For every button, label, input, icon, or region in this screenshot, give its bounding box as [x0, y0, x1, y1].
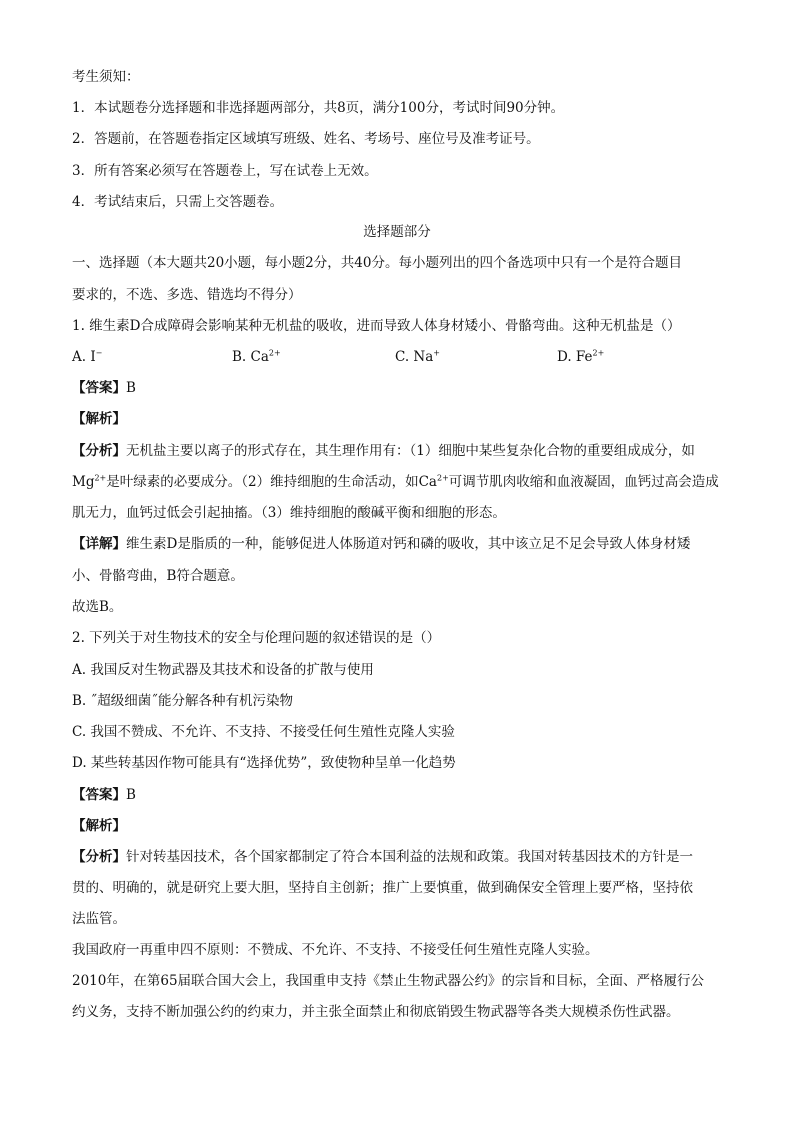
q1-detail-line-1: 【详解】维生素D是脂质的一种，能够促进人体肠道对钙和磷的吸收，其中该立足不足会导致人体身材矮 [72, 536, 691, 552]
section-heading-line-2: 要求的，不选、多选、错选均不得分） [72, 287, 302, 303]
q2-paragraph-2: 我国政府一再重申四不原则：不赞成、不允许、不支持、不接受任何生殖性克隆人实验。 [72, 942, 599, 958]
q2-analysis-tag: 【解析】 [72, 818, 126, 834]
q1-option-d: D. $Fe^{2+}$ [557, 348, 605, 365]
q1-option-a: A. I− [72, 348, 103, 365]
q1-fenxi-line-1: 【分析】无机盐主要以离子的形式存在，其生理作用有：（1）细胞中某些复杂化合物的重要组成成分，如 [72, 443, 695, 459]
q1-stem: 1. 维生素D合成障碍会影响某种无机盐的吸收，进而导致人体身材矮小、骨骼弯曲。这种无机盐是（） [72, 318, 681, 334]
q1-analysis-tag: 【解析】 [72, 411, 126, 427]
q2-option-a: A. 我国反对生物武器及其技术和设备的扩散与使用 [72, 662, 374, 678]
section-heading-line-1: 一、选择题（本大题共20小题，每小题2分，共40分。每小题列出的四个备选项中只有一个是符合题目 [72, 255, 682, 271]
notice-item-4: 4．考试结束后，只需上交答题卷。 [72, 194, 284, 210]
q2-fenxi-line-3: 法监管。 [72, 911, 126, 927]
q2-fenxi-line-1: 【分析】针对转基因技术，各个国家都制定了符合本国利益的法规和政策。我国对转基因技术的方针是一 [72, 849, 693, 865]
notice-item-2: 2．答题前，在答题卷指定区域填写班级、姓名、考场号、座位号及准考证号。 [72, 131, 540, 147]
q1-fenxi-line-3: 肌无力，血钙过低会引起抽搐。（3）维持细胞的酸碱平衡和细胞的形态。 [72, 505, 506, 521]
notice-title: 考生须知： [72, 69, 140, 85]
q1-answer: 【答案】B [72, 380, 136, 396]
notice-item-1: 1．本试题卷分选择题和非选择题两部分，共8页，满分100分，考试时间90分钟。 [72, 100, 565, 116]
q2-option-d: D. 某些转基因作物可能具有“选择优势”，致使物种呈单一化趋势 [72, 755, 456, 771]
q2-stem: 2. 下列关于对生物技术的安全与伦理问题的叙述错误的是（） [72, 630, 441, 646]
q2-fenxi-line-2: 贯的、明确的，就是研究上要大胆，坚持自主创新；推广上要慎重，做到确保安全管理上要严格，坚持依 [72, 880, 693, 896]
q2-paragraph-3-line-2: 约义务，支持不断加强公约的约束力，并主张全面禁止和彻底销毁生物武器等各类大规模杀伤性武器。 [72, 1004, 680, 1020]
q2-paragraph-3-line-1: 2010年，在第65届联合国大会上，我国重申支持《禁止生物武器公约》的宗旨和目标，全面、严格履行公 [72, 973, 705, 989]
section-title: 选择题部分 [363, 224, 431, 240]
notice-item-3: 3．所有答案必须写在答题卷上，写在试卷上无效。 [72, 163, 378, 179]
q2-answer: 【答案】B [72, 787, 136, 803]
q1-option-b: B. $Ca^{2+}$ [232, 348, 281, 365]
q1-option-c: C. Na+ [395, 348, 440, 365]
q2-option-c: C. 我国不赞成、不允许、不支持、不接受任何生殖性克隆人实验 [72, 724, 455, 740]
q1-conclusion: 故选B。 [72, 599, 123, 615]
q2-option-b: B. ˝超级细菌˝能分解各种有机污染物 [72, 693, 294, 709]
q1-fenxi-line-2: $Mg^{2+}$是叶绿素的必要成分。（2）维持细胞的生命活动，如$Ca^{2+}$可调节肌肉收缩和血液凝固，血钙过高会造成 [72, 473, 719, 490]
q1-detail-line-2: 小、骨骼弯曲，B符合题意。 [72, 568, 244, 584]
